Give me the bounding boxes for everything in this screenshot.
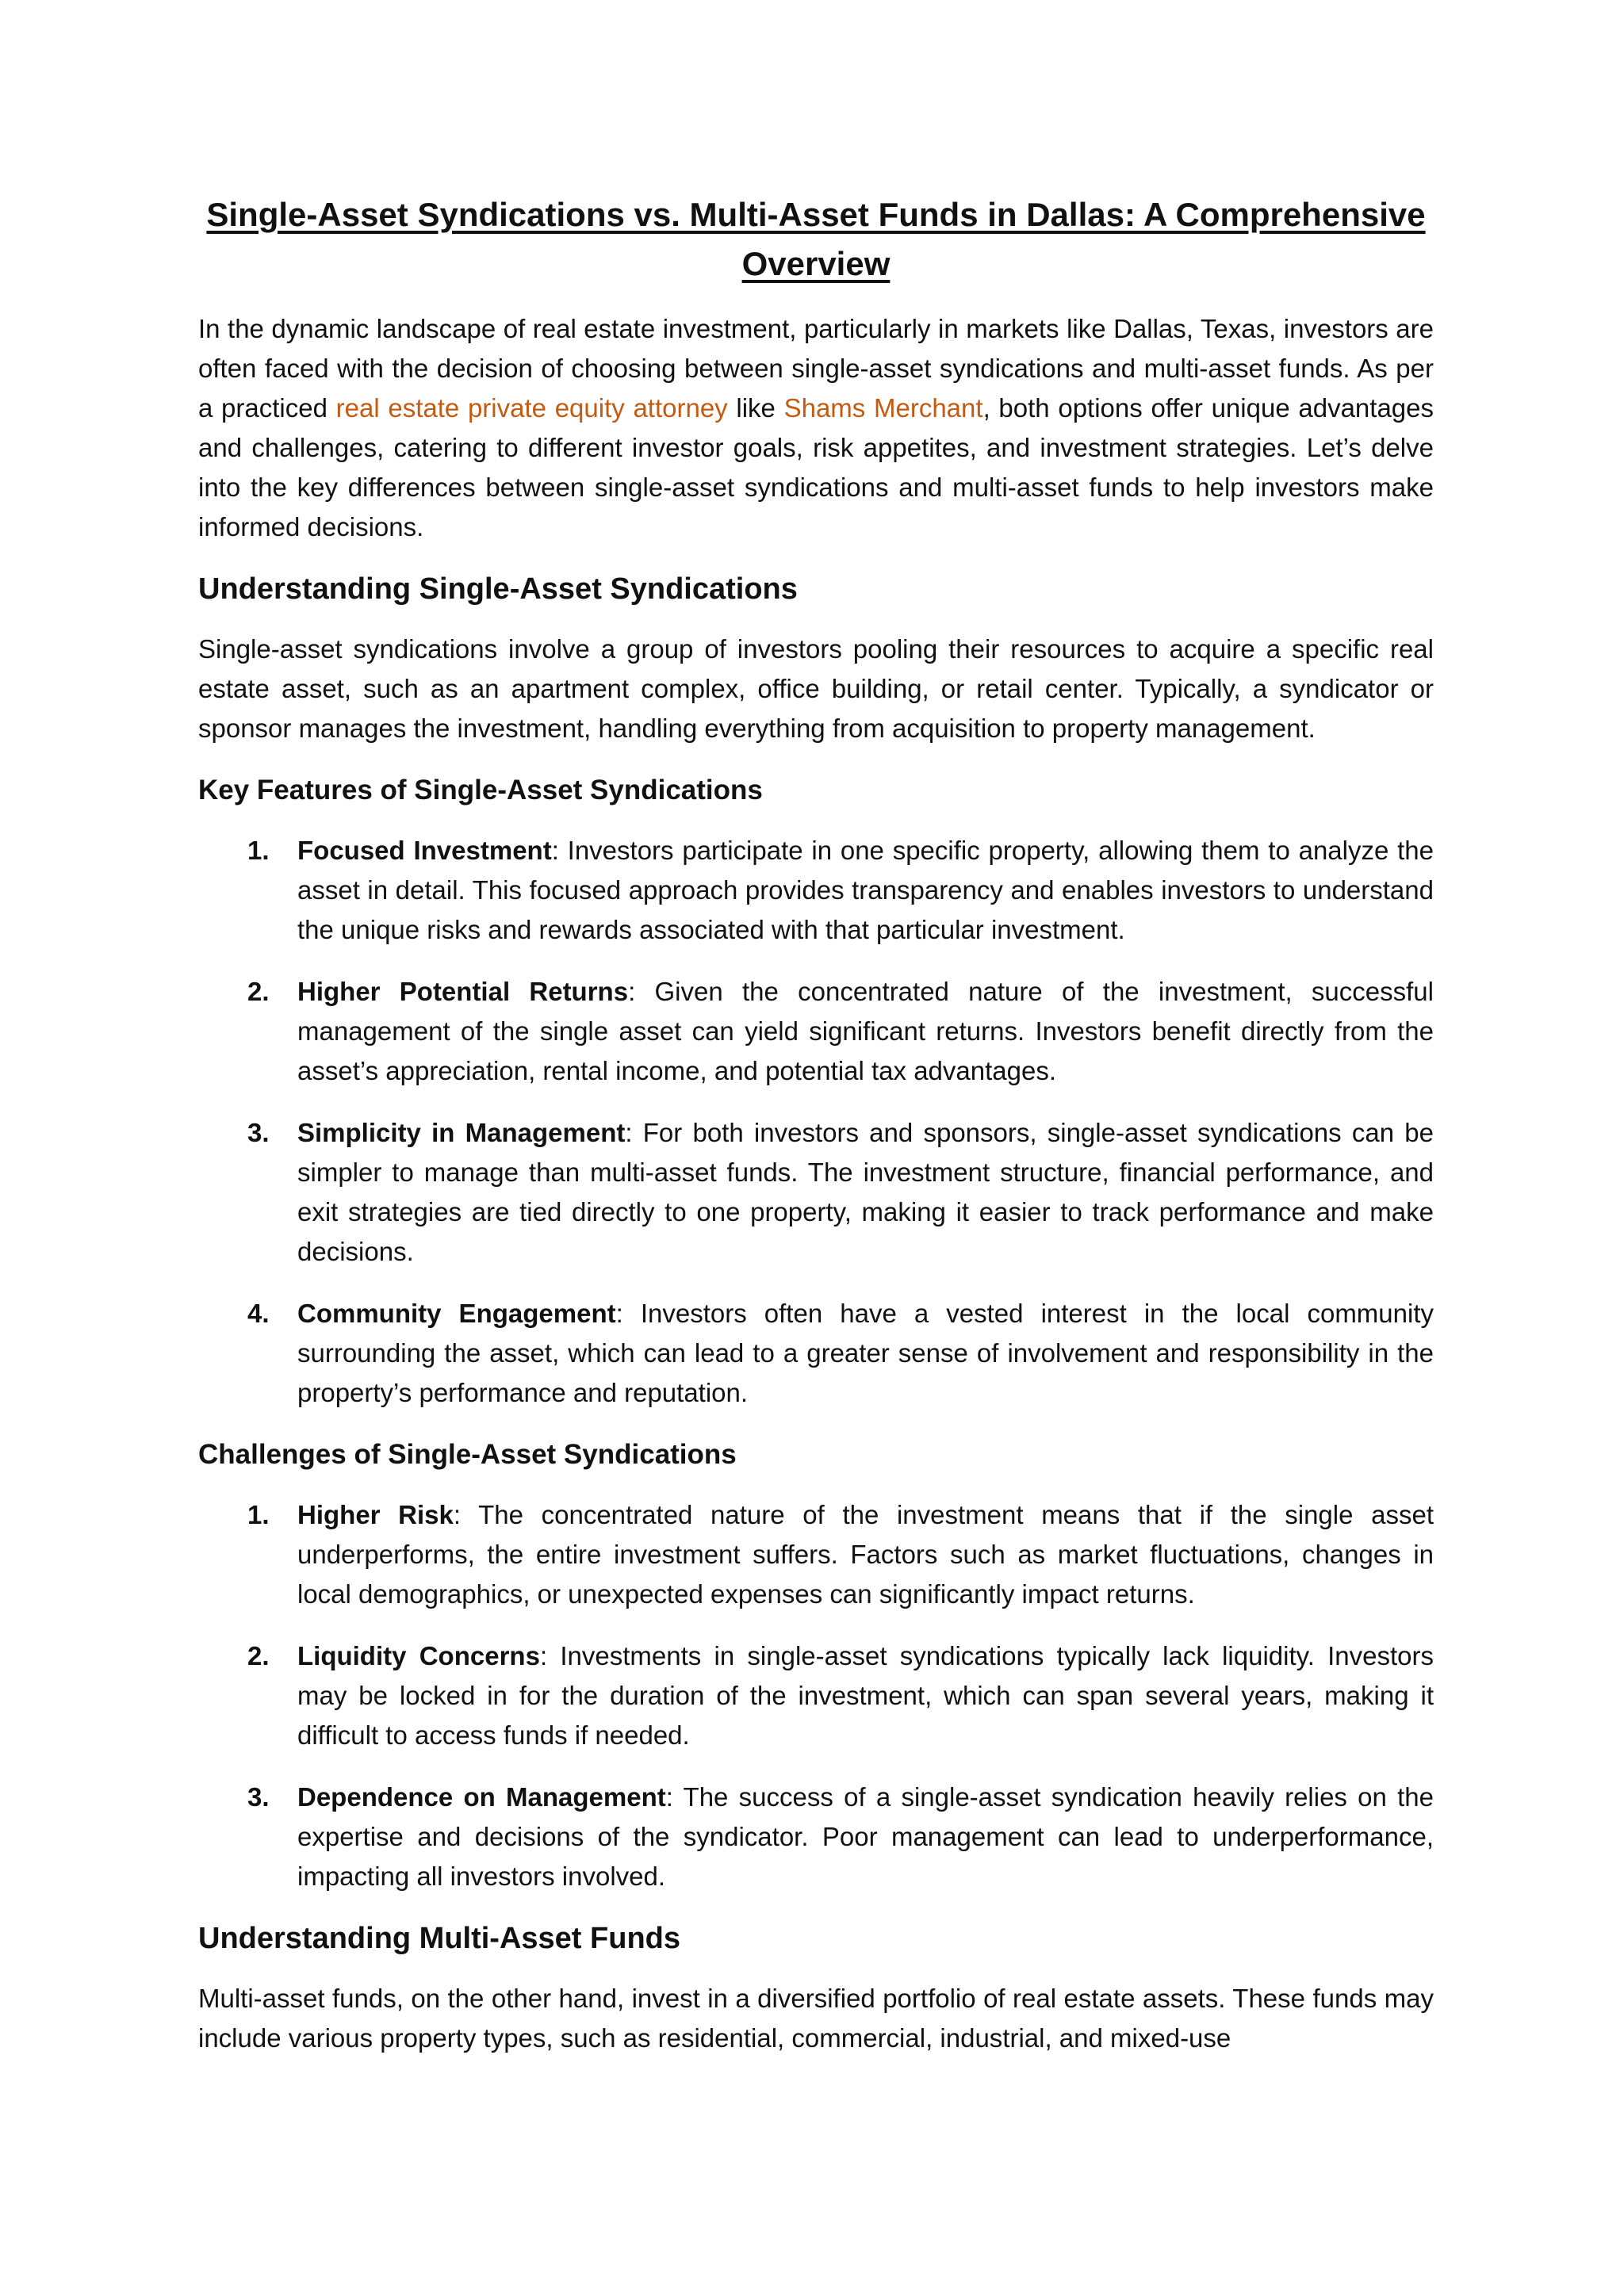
list-number: 2.	[247, 977, 270, 1006]
intro-text-2: like	[727, 393, 784, 423]
list-term: Liquidity Concerns	[297, 1641, 540, 1670]
single-asset-paragraph: Single-asset syndications involve a group of investors pooling their resources to acquire a specific real estate asset, such as an apartment complex, office building, or retail center. Typically, a syndicator or sponsor manages the investment, handling everything from acquisition to property management.	[198, 634, 1434, 743]
list-term: Focused Investment	[297, 836, 552, 865]
list-item	[198, 1777, 1434, 1896]
list-text: : For both investors and sponsors, single-asset syndications can be simpler to manage than multi-asset funds. The investment structure, financial performance, and exit strategies are tied directly to one property, making it easier to track performance and make decisions.	[297, 1118, 1434, 1266]
list-number: 2.	[247, 1641, 270, 1670]
list-number: 3.	[247, 1118, 270, 1147]
document-page	[198, 190, 1434, 2080]
single-asset-heading: Understanding Single-Asset Syndications	[198, 572, 798, 606]
list-number: 4.	[247, 1299, 270, 1328]
list-text: : The success of a single-asset syndication heavily relies on the expertise and decisions of the syndicator. Poor management can lead to underperformance, impacting all investors involved.	[297, 1782, 1434, 1891]
list-item	[198, 1636, 1434, 1755]
list-item	[198, 972, 1434, 1091]
challenges-list	[198, 1495, 1434, 1896]
list-item	[198, 1495, 1434, 1614]
list-text: : Investors often have a vested interest in the local community surrounding the asset, which can lead to a greater sense of involvement and responsibility in the property’s performance and reputation.	[297, 1299, 1434, 1407]
list-term: Dependence on Management	[297, 1782, 666, 1812]
key-features-heading: Key Features of Single-Asset Syndications	[198, 775, 763, 806]
list-text: : Investors participate in one specific property, allowing them to analyze the asset in detail. This focused approach provides transparency and enables investors to understand the unique risks and rewards associated with that particular investment.	[297, 836, 1434, 944]
list-term: Simplicity in Management	[297, 1118, 626, 1147]
list-term: Higher Potential Returns	[297, 977, 629, 1006]
challenges-heading: Challenges of Single-Asset Syndications	[198, 1439, 737, 1470]
list-text: : Given the concentrated nature of the investment, successful management of the single asset can yield significant returns. Investors benefit directly from the asset’s appreciation, rental income, and potential tax advantages.	[297, 977, 1434, 1085]
list-number: 1.	[247, 836, 270, 865]
multi-asset-heading: Understanding Multi-Asset Funds	[198, 1922, 680, 1955]
list-text: : The concentrated nature of the investment means that if the single asset underperforms, the entire investment suffers. Factors such as market fluctuations, changes in local demographics, or unexpected expenses can significantly impact returns.	[297, 1500, 1434, 1609]
list-term: Community Engagement	[297, 1299, 616, 1328]
shams-merchant-link[interactable]: Shams Merchant	[783, 393, 983, 423]
list-number: 3.	[247, 1782, 270, 1812]
intro-text-3: , both options offer unique advantages and challenges, catering to different investor goals, risk appetites, and investment strategies. Let’s delve into the key differences between single-asset syndications and multi-asset funds to help investors make informed decisions.	[198, 393, 1434, 541]
list-item	[198, 831, 1434, 950]
intro-paragraph	[198, 309, 1434, 547]
list-item	[198, 1294, 1434, 1413]
multi-asset-paragraph: Multi-asset funds, on the other hand, invest in a diversified portfolio of real estate assets. These funds may include various property types, such as residential, commercial, industrial, and mixed-use	[198, 1984, 1434, 2053]
key-features-list	[198, 831, 1434, 1413]
intro-text-1: In the dynamic landscape of real estate investment, particularly in markets like Dallas, Texas, investors are often faced with the decision of choosing between single-asset syndications and multi-asset funds. As per a practiced	[198, 314, 1434, 423]
attorney-link[interactable]: real estate private equity attorney	[335, 393, 728, 423]
document-title: Single-Asset Syndications vs. Multi-Asset Funds in Dallas: A Comprehensive Overview	[206, 196, 1426, 282]
list-number: 1.	[247, 1500, 270, 1529]
list-item	[198, 1113, 1434, 1272]
list-text: : Investments in single-asset syndications typically lack liquidity. Investors may be locked in for the duration of the investment, which can span several years, making it difficult to access funds if needed.	[297, 1641, 1434, 1750]
list-term: Higher Risk	[297, 1500, 454, 1529]
